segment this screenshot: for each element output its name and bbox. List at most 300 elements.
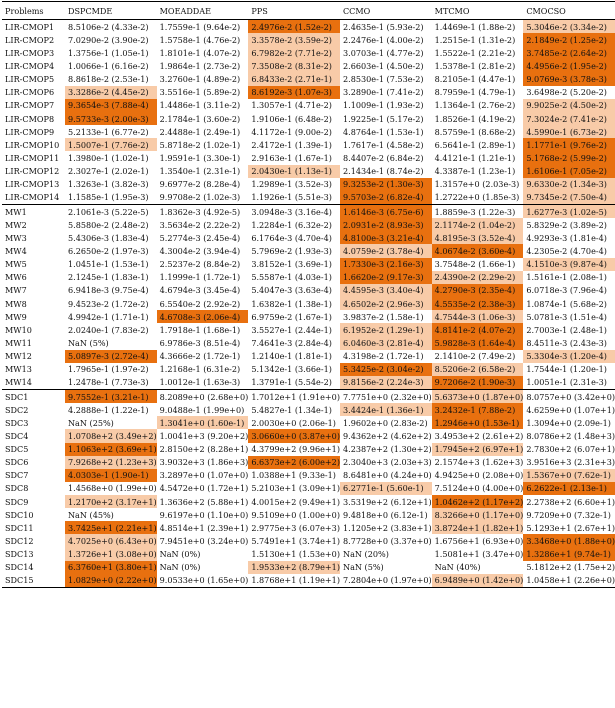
value-cell: 1.2478e-1 (7.73e-3): [67, 377, 149, 388]
value-cell: 1.9225e-1 (5.17e-2): [342, 113, 424, 124]
value-cell: 3.3578e-2 (3.59e-2): [248, 33, 340, 46]
table-row: [2, 548, 615, 561]
value-cell: 1.0066e-1 (6.16e-2): [67, 60, 149, 71]
results-table: [2, 1, 615, 588]
value-cell: 6.9759e-2 (1.67e-1): [251, 311, 332, 322]
value-cell: 1.5367e+0 (7.62e-1): [523, 469, 615, 482]
value-cell: 2.1410e-2 (7.49e-2): [434, 351, 516, 362]
value-cell: 2.1784e-1 (3.60e-2): [159, 113, 241, 124]
value-cell: 1.3057e-1 (4.71e-2): [251, 100, 332, 111]
problem-cell: MW10: [5, 324, 32, 335]
value-cell: 4.1510e-3 (9.87e-4): [523, 258, 615, 271]
value-cell: 5.4827e-1 (1.34e-1): [251, 404, 332, 415]
value-cell: 4.0674e-2 (3.60e-4): [432, 244, 524, 257]
value-cell: 9.9025e-2 (4.50e-2): [523, 99, 615, 112]
value-cell: 4.6708e-3 (2.06e-4): [157, 310, 249, 323]
value-cell: 1.0388e+1 (9.33e-1): [251, 470, 336, 481]
value-cell: 4.3799e+2 (9.96e+1): [251, 444, 340, 455]
value-cell: 9.6330e-2 (1.34e-3): [523, 178, 615, 191]
value-cell: 1.8859e-3 (1.22e-3): [432, 204, 524, 218]
value-cell: 3.9516e+3 (2.31e+3): [526, 457, 615, 468]
value-cell: 5.1342e-1 (3.66e-1): [251, 364, 332, 375]
table-row: [2, 350, 615, 363]
value-cell: 1.3094e+0 (2.09e-1): [526, 417, 611, 428]
value-cell: 7.9451e+0 (3.24e+0): [159, 536, 249, 547]
value-cell: 6.2771e-1 (5.60e-1): [340, 482, 432, 495]
value-cell: 2.1174e-2 (1.04e-2): [432, 218, 524, 231]
value-cell: 1.9106e-1 (6.48e-2): [251, 113, 332, 124]
value-cell: 2.0240e-1 (7.83e-2): [67, 324, 149, 335]
value-cell: 6.1764e-3 (4.70e-4): [251, 232, 332, 243]
value-cell: 8.0786e+2 (1.48e+3): [526, 430, 615, 441]
value-cell: 8.8618e-2 (2.53e-1): [67, 74, 149, 85]
value-cell: 8.2089e+0 (2.68e+0): [157, 389, 249, 403]
value-cell: 6.9418e-3 (9.75e-4): [67, 285, 149, 296]
value-cell: 4.6502e-2 (2.96e-3): [340, 297, 432, 310]
value-cell: 1.5081e+1 (3.47e+0): [434, 549, 524, 560]
value-cell: 7.5124e+0 (4.00e+0): [434, 483, 524, 494]
problem-cell: LIR-CMOP6: [5, 87, 55, 98]
value-cell: 9.8156e-2 (2.24e-3): [340, 376, 432, 390]
problem-cell: SDC4: [5, 430, 29, 441]
table-row: [2, 138, 615, 151]
value-cell: 8.5759e-1 (8.68e-2): [434, 126, 516, 137]
value-cell: 6.5540e-2 (2.92e-2): [159, 298, 241, 309]
value-cell: 2.8150e+2 (8.28e+1): [159, 444, 249, 455]
problem-cell: SDC6: [5, 457, 29, 468]
value-cell: 2.1245e-1 (1.83e-1): [67, 272, 149, 283]
value-cell: 1.1999e-1 (1.72e-1): [159, 272, 241, 283]
value-cell: 1.5758e-1 (4.76e-2): [159, 34, 241, 45]
problem-cell: SDC9: [5, 496, 29, 507]
value-cell: 5.8718e-2 (1.02e-1): [159, 139, 241, 150]
problem-cell: SDC12: [5, 536, 34, 547]
value-cell: 1.6106e-1 (7.05e-2): [523, 165, 615, 178]
table-row: [2, 46, 615, 59]
value-cell: 1.1063e+2 (3.69e+1): [65, 443, 157, 456]
value-cell: 1.2722e+0 (1.85e-3): [434, 192, 520, 203]
value-cell: 2.3040e+3 (2.03e+3): [342, 457, 432, 468]
table-row: [2, 495, 615, 508]
problem-cell: MW7: [5, 285, 27, 296]
table-row: [2, 218, 615, 231]
value-cell: 4.0015e+2 (9.49e+1): [251, 496, 340, 507]
problem-cell: SDC3: [5, 417, 29, 428]
table-row: [2, 178, 615, 191]
table-row: [2, 521, 615, 534]
value-cell: 9.9708e-2 (1.02e-3): [159, 192, 241, 203]
problem-cell: MW11: [5, 337, 32, 348]
value-cell: 5.1293e+1 (2.67e+1): [526, 522, 615, 533]
value-cell: 6.5641e-1 (2.89e-1): [434, 139, 516, 150]
value-cell: 2.4172e-1 (1.39e-1): [251, 139, 332, 150]
value-cell: 1.7544e-1 (1.20e-1): [526, 364, 607, 375]
value-cell: 1.7559e-1 (9.64e-2): [159, 21, 241, 32]
value-cell: 5.4306e-3 (1.83e-4): [67, 232, 149, 243]
value-cell: 8.4407e-2 (6.84e-2): [342, 152, 424, 163]
value-cell: NaN (20%): [342, 549, 389, 560]
value-cell: 3.9837e-2 (1.58e-1): [342, 311, 424, 322]
value-cell: 8.4511e-3 (2.43e-3): [526, 337, 607, 348]
value-cell: 3.7485e-2 (2.64e-2): [523, 46, 615, 59]
value-cell: 3.4424e-1 (1.36e-1): [340, 403, 432, 416]
table-row: [2, 508, 615, 521]
header-row: [2, 2, 615, 20]
value-cell: 1.2168e-1 (6.31e-2): [159, 364, 241, 375]
problem-cell: MW8: [5, 298, 27, 309]
value-cell: 6.6373e+2 (6.00e+2): [248, 456, 340, 469]
value-cell: 4.9425e+0 (2.08e+0): [434, 470, 524, 481]
value-cell: 9.7345e-2 (7.50e-4): [523, 191, 615, 205]
problem-cell: LIR-CMOP5: [5, 74, 55, 85]
problem-cell: LIR-CMOP4: [5, 60, 55, 71]
table-row: [2, 231, 615, 244]
value-cell: 1.7012e+1 (1.91e+0): [248, 389, 340, 403]
value-cell: 7.7751e+0 (2.32e+0): [340, 389, 432, 403]
table-row: [2, 73, 615, 86]
problem-cell: SDC2: [5, 404, 29, 415]
problem-cell: SDC1: [2, 389, 65, 403]
value-cell: 4.3198e-2 (1.72e-1): [342, 351, 424, 362]
value-cell: 3.0948e-3 (3.16e-4): [248, 204, 340, 218]
problem-cell: MW2: [5, 219, 27, 230]
group-sdc: [2, 389, 615, 587]
value-cell: 1.8526e-1 (4.19e-2): [434, 113, 516, 124]
value-cell: 4.4595e-3 (3.40e-4): [340, 284, 432, 297]
value-cell: 1.5007e-1 (7.76e-2): [65, 138, 157, 151]
value-cell: 2.8530e-1 (7.53e-2): [342, 74, 424, 85]
value-cell: 1.9533e+2 (8.79e+1): [248, 561, 340, 574]
value-cell: 1.7617e-1 (4.58e-2): [342, 139, 424, 150]
value-cell: 1.2515e-1 (1.31e-2): [434, 34, 516, 45]
problem-cell: LIR-CMOP12: [5, 166, 60, 177]
value-cell: 2.1574e+3 (1.62e+3): [434, 457, 524, 468]
value-cell: 9.7206e-2 (1.90e-3): [432, 376, 524, 390]
value-cell: 1.0462e+2 (1.17e+2): [432, 495, 524, 508]
table-row: [2, 191, 615, 205]
value-cell: 8.7959e-1 (4.79e-1): [434, 87, 516, 98]
value-cell: 4.6259e+0 (1.07e+1): [526, 404, 615, 415]
table-row: [2, 165, 615, 178]
value-cell: 2.4488e-1 (2.49e-1): [159, 126, 241, 137]
value-cell: 2.2738e+2 (6.60e+1): [526, 496, 615, 507]
table-row: [2, 363, 615, 376]
value-cell: 6.3760e+1 (3.80e+1): [65, 561, 157, 574]
value-cell: 9.3253e-2 (1.30e-3): [340, 178, 432, 191]
value-cell: 3.0660e+0 (3.87e+0): [248, 429, 340, 442]
value-cell: 1.3756e-1 (1.05e-1): [67, 47, 149, 58]
value-cell: 2.4976e-2 (1.52e-2): [248, 20, 340, 34]
problem-cell: MW3: [5, 232, 27, 243]
problem-cell: LIR-CMOP13: [5, 179, 60, 190]
value-cell: 3.5527e-1 (2.44e-1): [251, 324, 332, 335]
value-cell: 5.2133e-1 (6.77e-2): [67, 126, 149, 137]
value-cell: 8.3266e+0 (1.17e+0): [432, 508, 524, 521]
value-cell: NaN (0%): [159, 562, 201, 573]
value-cell: 3.8152e-1 (3.69e-1): [251, 259, 332, 270]
value-cell: 5.0781e-3 (1.51e-4): [526, 311, 607, 322]
value-cell: 5.3425e-2 (3.04e-2): [340, 363, 432, 376]
value-cell: 4.4956e-2 (1.95e-2): [523, 59, 615, 72]
value-cell: 1.3157e+0 (2.03e-3): [434, 179, 520, 190]
header-moeaddae: MOEADDAE: [157, 2, 249, 20]
value-cell: NaN (25%): [67, 417, 114, 428]
value-cell: 1.0874e-1 (5.68e-2): [526, 298, 607, 309]
value-cell: 4.2305e-2 (4.70e-4): [526, 245, 607, 256]
value-cell: 7.3024e-2 (7.41e-2): [523, 112, 615, 125]
value-cell: 8.2105e-1 (4.47e-1): [434, 74, 516, 85]
value-cell: 4.7025e+0 (6.43e+0): [65, 534, 157, 547]
value-cell: 9.4818e+0 (6.12e-1): [342, 509, 428, 520]
value-cell: 1.3540e-1 (2.31e-1): [159, 166, 241, 177]
value-cell: 6.9489e+0 (1.42e+0): [432, 574, 524, 588]
value-cell: 3.9032e+3 (1.86e+3): [159, 457, 249, 468]
value-cell: 4.6794e-3 (3.45e-4): [159, 285, 241, 296]
value-cell: 4.7544e-3 (1.06e-3): [432, 310, 524, 323]
value-cell: 4.9942e-1 (1.71e-1): [67, 311, 149, 322]
value-cell: 3.4953e+2 (2.61e+2): [434, 430, 524, 441]
table-row: [2, 86, 615, 99]
value-cell: 6.2622e-1 (2.13e-1): [523, 482, 615, 495]
problem-cell: MW9: [5, 311, 27, 322]
value-cell: 1.0051e-1 (2.31e-3): [526, 377, 607, 388]
value-cell: 1.7965e-1 (1.97e-2): [67, 364, 149, 375]
value-cell: 4.0303e-1 (1.90e-1): [65, 469, 157, 482]
value-cell: 1.3980e-1 (1.02e-1): [67, 152, 149, 163]
value-cell: 2.6603e-1 (4.50e-2): [342, 60, 424, 71]
header-ccmo: CCMO: [340, 2, 432, 20]
value-cell: 4.3004e-2 (3.94e-4): [159, 245, 241, 256]
value-cell: 3.2432e-1 (7.88e-2): [432, 403, 524, 416]
value-cell: 1.1771e-1 (9.76e-2): [523, 138, 615, 151]
value-cell: 7.0290e-2 (3.90e-2): [67, 34, 149, 45]
value-cell: 3.7548e-2 (1.66e-1): [434, 259, 516, 270]
value-cell: 2.3027e-1 (2.02e-1): [67, 166, 149, 177]
table-row: [2, 416, 615, 429]
value-cell: 1.1585e-1 (1.95e-3): [67, 192, 149, 203]
value-cell: 7.3508e-2 (8.31e-2): [248, 59, 340, 72]
problem-cell: SDC13: [5, 549, 34, 560]
value-cell: 8.6481e+0 (4.24e+0): [342, 470, 432, 481]
header-cmocso: CMOCSO: [523, 2, 615, 20]
table-row: [2, 429, 615, 442]
problem-cell: MW5: [5, 259, 27, 270]
value-cell: 1.1926e-1 (5.51e-3): [251, 192, 332, 203]
value-cell: 1.0708e+2 (3.49e+2): [65, 429, 157, 442]
value-cell: 1.0041e+3 (9.20e+2): [159, 430, 249, 441]
group-mw: [2, 204, 615, 389]
table-row: [2, 258, 615, 271]
value-cell: 2.9163e-1 (1.67e-1): [251, 152, 332, 163]
value-cell: 1.6756e+1 (6.93e+0): [434, 536, 524, 547]
problem-cell: SDC8: [5, 483, 29, 494]
value-cell: 1.6620e-2 (9.17e-3): [340, 271, 432, 284]
value-cell: 1.3726e+1 (3.08e+0): [65, 548, 157, 561]
value-cell: 7.2804e+0 (1.97e+0): [340, 574, 432, 588]
value-cell: 1.1205e+2 (3.83e+1): [342, 522, 432, 533]
value-cell: 1.4568e+0 (1.99e+0): [67, 483, 157, 494]
value-cell: 1.3636e+2 (5.88e+1): [159, 496, 249, 507]
value-cell: 2.1849e-2 (1.25e-2): [523, 33, 615, 46]
value-cell: 3.5319e+2 (6.12e+1): [342, 496, 432, 507]
value-cell: 4.5535e-2 (2.38e-3): [432, 297, 524, 310]
table-row: [2, 561, 615, 574]
header-problems: Problems: [2, 2, 65, 20]
value-cell: 5.1812e+2 (1.75e+2): [526, 562, 615, 573]
value-cell: 1.2989e-1 (3.52e-3): [251, 179, 332, 190]
value-cell: NaN (0%): [159, 549, 201, 560]
value-cell: 3.0703e-1 (4.77e-2): [342, 47, 424, 58]
value-cell: 9.4362e+2 (4.62e+2): [342, 430, 432, 441]
problem-cell: SDC7: [5, 470, 29, 481]
problem-cell: MW4: [5, 245, 27, 256]
value-cell: 1.0012e-1 (1.63e-3): [159, 377, 241, 388]
value-cell: 1.6277e-3 (1.02e-5): [523, 204, 615, 218]
value-cell: 1.9864e-1 (2.73e-2): [159, 60, 241, 71]
value-cell: 2.0430e-1 (1.13e-1): [248, 165, 340, 178]
value-cell: 3.2760e-1 (4.89e-2): [159, 74, 241, 85]
value-cell: 1.4469e-1 (1.88e-2): [434, 21, 516, 32]
value-cell: 6.8433e-2 (2.71e-1): [248, 73, 340, 86]
problem-cell: SDC5: [5, 444, 29, 455]
table-row: [2, 204, 615, 218]
value-cell: 1.9602e+0 (2.83e-2): [342, 417, 428, 428]
value-cell: 3.7425e+1 (2.21e+1): [65, 521, 157, 534]
value-cell: 4.2387e+2 (1.30e+2): [342, 444, 432, 455]
value-cell: 5.3046e-2 (3.34e-2): [523, 20, 615, 34]
value-cell: 9.7552e-1 (3.21e-1): [65, 389, 157, 403]
value-cell: 5.9828e-3 (1.64e-4): [432, 336, 524, 349]
value-cell: 2.1061e-3 (5.22e-5): [65, 204, 157, 218]
value-cell: 2.5237e-2 (8.84e-2): [159, 259, 241, 270]
value-cell: 6.7982e-2 (7.71e-2): [248, 46, 340, 59]
value-cell: 4.4121e-1 (1.21e-1): [434, 152, 516, 163]
value-cell: 6.1952e-2 (1.29e-1): [340, 323, 432, 336]
value-cell: 5.3304e-3 (1.20e-4): [523, 350, 615, 363]
value-cell: 6.0718e-3 (7.96e-4): [526, 285, 607, 296]
value-cell: NaN (5%): [342, 562, 384, 573]
value-cell: 2.0030e+0 (2.06e-1): [251, 417, 336, 428]
value-cell: 8.7728e+0 (3.37e+0): [342, 536, 432, 547]
value-cell: 2.7830e+2 (6.07e+1): [526, 444, 615, 455]
problem-cell: LIR-CMOP14: [5, 192, 60, 203]
problem-cell: SDC10: [5, 509, 34, 520]
value-cell: 1.9591e-1 (3.30e-1): [159, 152, 241, 163]
value-cell: 8.6192e-3 (1.07e-3): [248, 86, 340, 99]
value-cell: 4.8195e-3 (3.52e-4): [432, 231, 524, 244]
table-row: [2, 456, 615, 469]
problem-cell: LIR-CMOP2: [5, 34, 55, 45]
problem-cell: LIR-CMOP3: [5, 47, 55, 58]
value-cell: 1.5522e-1 (2.21e-2): [434, 47, 516, 58]
value-cell: 2.4390e-2 (2.29e-2): [432, 271, 524, 284]
problem-cell: LIR-CMOP10: [5, 139, 60, 150]
value-cell: 4.8141e-2 (4.07e-2): [432, 323, 524, 336]
table-row: [2, 534, 615, 547]
value-cell: 4.3387e-1 (1.23e-1): [434, 166, 516, 177]
value-cell: 1.7330e-3 (2.16e-3): [340, 258, 432, 271]
problem-cell: SDC14: [5, 562, 34, 573]
table-row: [2, 310, 615, 323]
value-cell: 1.5130e+1 (1.53e+0): [251, 549, 340, 560]
value-cell: 2.0931e-2 (8.93e-3): [340, 218, 432, 231]
value-cell: 2.1434e-1 (8.74e-2): [342, 166, 424, 177]
value-cell: 1.1364e-1 (2.76e-2): [434, 100, 516, 111]
value-cell: 1.7918e-1 (1.68e-1): [159, 324, 241, 335]
value-cell: 9.0488e-1 (1.99e+0): [159, 404, 245, 415]
value-cell: 5.6373e+0 (1.87e+0): [432, 389, 524, 403]
value-cell: 9.7209e+0 (7.32e-1): [526, 509, 611, 520]
value-cell: 5.2774e-3 (2.45e-4): [159, 232, 241, 243]
table-row: [2, 403, 615, 416]
value-cell: 1.3286e+1 (9.74e-1): [523, 548, 615, 561]
value-cell: 1.2284e-1 (6.32e-2): [251, 219, 332, 230]
value-cell: 1.7945e+2 (6.97e+1): [432, 443, 524, 456]
value-cell: 8.0757e+0 (3.42e+0): [523, 389, 615, 403]
value-cell: 5.5587e-1 (4.03e-1): [251, 272, 332, 283]
value-cell: 1.1009e-1 (1.93e-2): [342, 100, 424, 111]
problem-cell: MW1: [2, 204, 65, 218]
value-cell: 4.2888e-1 (1.22e-1): [67, 404, 149, 415]
value-cell: 4.5472e+0 (1.72e+1): [159, 483, 249, 494]
value-cell: 4.2790e-3 (2.35e-4): [432, 284, 524, 297]
value-cell: 9.0769e-3 (3.78e-3): [523, 73, 615, 86]
problem-cell: LIR-CMOP7: [5, 100, 55, 111]
table-row: [2, 336, 615, 349]
table-row: [2, 376, 615, 390]
value-cell: 2.2476e-1 (4.00e-2): [342, 34, 424, 45]
value-cell: 5.7969e-2 (1.93e-3): [251, 245, 332, 256]
value-cell: 7.4641e-3 (2.84e-4): [251, 337, 332, 348]
table-header: [2, 2, 615, 20]
value-cell: 5.0897e-3 (2.72e-4): [65, 350, 157, 363]
value-cell: 1.0451e-1 (1.53e-1): [67, 259, 149, 270]
value-cell: 5.4047e-3 (3.63e-4): [251, 285, 332, 296]
value-cell: 2.7003e-1 (2.48e-1): [526, 324, 607, 335]
problem-cell: SDC11: [5, 522, 34, 533]
value-cell: 1.3263e-1 (3.82e-3): [67, 179, 149, 190]
table-row: [2, 112, 615, 125]
value-cell: NaN (40%): [434, 562, 481, 573]
problem-cell: MW14: [5, 377, 32, 388]
problem-cell: MW12: [5, 351, 32, 362]
value-cell: 1.5161e-1 (2.08e-1): [526, 272, 607, 283]
value-cell: 9.4523e-2 (1.72e-2): [67, 298, 149, 309]
value-cell: 9.6977e-2 (8.28e-4): [159, 179, 241, 190]
value-cell: 1.3791e-1 (5.54e-2): [251, 377, 332, 388]
value-cell: 3.2890e-1 (7.41e-2): [342, 87, 424, 98]
value-cell: 1.2170e+2 (3.17e+1): [65, 495, 157, 508]
problem-cell: LIR-CMOP8: [5, 113, 55, 124]
value-cell: 1.6146e-3 (6.75e-6): [340, 204, 432, 218]
value-cell: 1.2946e+0 (1.53e-1): [432, 416, 524, 429]
group-lir-cmop: [2, 20, 615, 205]
problem-cell: SDC15: [2, 574, 65, 588]
value-cell: 3.3468e+0 (1.88e+0): [523, 534, 615, 547]
table-row: [2, 59, 615, 72]
problem-cell: MW6: [5, 272, 27, 283]
table-row: [2, 20, 615, 34]
value-cell: 9.0533e+0 (1.65e+0): [157, 574, 249, 588]
value-cell: 4.0759e-2 (3.78e-4): [340, 244, 432, 257]
value-cell: 3.5634e-2 (2.22e-2): [159, 219, 241, 230]
value-cell: 4.9293e-3 (1.81e-4): [526, 232, 607, 243]
value-cell: 1.6382e-1 (1.38e-1): [251, 298, 332, 309]
value-cell: 4.3666e-2 (1.72e-1): [159, 351, 241, 362]
value-cell: 4.8100e-3 (3.21e-4): [340, 231, 432, 244]
value-cell: 5.1768e-2 (5.99e-2): [523, 151, 615, 164]
value-cell: 6.9786e-3 (8.51e-4): [159, 337, 241, 348]
